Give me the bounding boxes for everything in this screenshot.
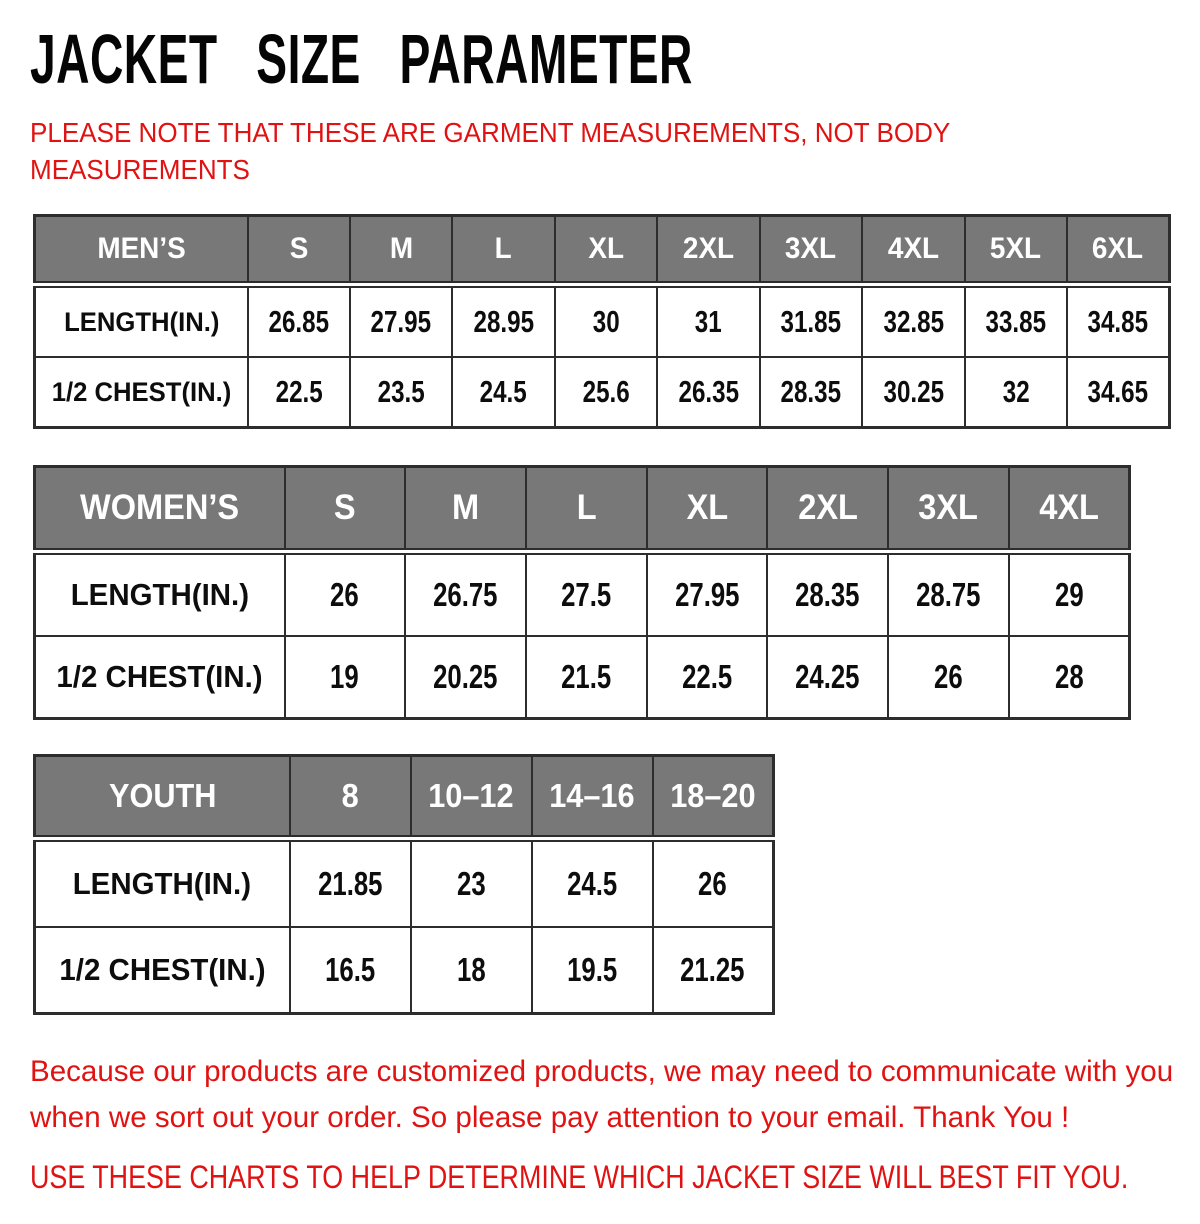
value: 28.75 [916, 576, 981, 613]
value: 21.5 [561, 658, 612, 695]
value-cell [653, 927, 774, 1014]
mens-size-table [33, 214, 1171, 429]
value: 30.25 [883, 374, 944, 409]
header-label: 8 [341, 777, 359, 814]
header-label: 4XL [1038, 488, 1099, 527]
size-header-cell [647, 467, 768, 552]
size-header-cell [1067, 216, 1170, 285]
size-header-cell [452, 216, 554, 285]
value-cell [555, 357, 657, 428]
row-label-cell [35, 357, 248, 428]
header-label: 2XL [682, 232, 735, 265]
value-cell [411, 927, 532, 1014]
size-header-cell [290, 756, 411, 839]
header-label: XL [588, 232, 624, 265]
value: 26 [698, 865, 728, 902]
value-cell [285, 552, 406, 637]
customization-notice-line-1: Because our products are customized products, we may need to communicate with you [30, 1055, 1174, 1088]
table-row [35, 552, 1130, 637]
value-cell [767, 552, 888, 637]
header-label: 10–12 [428, 777, 514, 814]
garment-measurement-note [30, 114, 1200, 188]
header-label: 14–16 [549, 777, 635, 814]
value: 21.85 [317, 865, 383, 902]
table-row [35, 839, 774, 928]
header-label: 4XL [887, 232, 939, 265]
size-header-cell [965, 216, 1067, 285]
header-label: S [333, 488, 356, 527]
table-title-cell [35, 467, 285, 552]
value-cell [862, 285, 964, 358]
value: 26.85 [268, 304, 329, 339]
note-line-2: MEASUREMENTS [30, 154, 250, 185]
value-cell [647, 636, 768, 719]
value: 29 [1054, 576, 1084, 613]
size-header-cell [532, 756, 653, 839]
value: 23.5 [377, 374, 425, 409]
value: 31 [695, 304, 722, 339]
header-label: M [389, 232, 413, 265]
value: 16.5 [324, 951, 376, 988]
size-header-cell [862, 216, 964, 285]
value: 24.25 [795, 658, 860, 695]
value: 28.95 [473, 304, 534, 339]
value-cell [760, 285, 862, 358]
value: 27.95 [370, 304, 432, 339]
value-cell [760, 357, 862, 428]
value: 32.85 [883, 304, 944, 339]
value-cell [1067, 285, 1170, 358]
value-cell [452, 357, 554, 428]
value: 31.85 [780, 304, 842, 339]
table-title-cell [35, 216, 248, 285]
header-label: YOUTH [108, 777, 216, 814]
size-header-cell [555, 216, 657, 285]
value: 32 [1002, 374, 1030, 409]
header-label: 3XL [918, 488, 979, 527]
value-cell [532, 927, 653, 1014]
value-cell [248, 285, 350, 358]
page-title: JACKET SIZE PARAMETER [30, 20, 693, 98]
value-cell [248, 357, 350, 428]
value-cell [657, 285, 759, 358]
size-header-cell [411, 756, 532, 839]
value-cell [350, 285, 452, 358]
size-header-cell [653, 756, 774, 839]
value: 26 [934, 658, 963, 695]
youth-size-table [33, 754, 775, 1015]
table-row [35, 285, 1170, 358]
size-header-cell [657, 216, 759, 285]
value-cell [405, 552, 526, 637]
chart-usage-note: USE THESE CHARTS TO HELP DETERMINE WHICH JACKET SIZE WILL BEST FIT YOU. [30, 1159, 1129, 1195]
value: 25.6 [582, 374, 630, 409]
value: 27.95 [674, 576, 740, 613]
customization-notice [30, 1049, 1200, 1141]
table-row [35, 636, 1130, 719]
row-label-cell [35, 839, 290, 928]
row-label: 1/2 CHEST(IN.) [51, 376, 232, 407]
row-label-cell [35, 636, 285, 719]
value: 34.65 [1087, 374, 1149, 409]
value: 28.35 [780, 374, 842, 409]
row-label-cell [35, 552, 285, 637]
size-header-cell [888, 467, 1009, 552]
header-label: L [576, 488, 597, 527]
value-cell [653, 839, 774, 928]
value: 22.5 [681, 658, 733, 695]
table-row [35, 357, 1170, 428]
header-label: 2XL [797, 488, 858, 527]
size-header-cell [767, 467, 888, 552]
value-cell [532, 839, 653, 928]
size-header-cell [1009, 467, 1130, 552]
size-header-cell [248, 216, 350, 285]
value: 28.35 [795, 576, 860, 613]
value-cell [555, 285, 657, 358]
header-label: M [451, 488, 480, 527]
row-label: 1/2 CHEST(IN.) [56, 659, 263, 694]
value-cell [411, 839, 532, 928]
value: 24.5 [480, 374, 528, 409]
header-label: XL [686, 488, 728, 527]
value: 34.85 [1087, 304, 1149, 339]
size-header-cell [285, 467, 406, 552]
header-label: L [495, 232, 513, 265]
value-cell [1067, 357, 1170, 428]
header-row [35, 216, 1170, 285]
value: 22.5 [275, 374, 323, 409]
value: 30 [592, 304, 620, 339]
header-row [35, 467, 1130, 552]
value: 20.25 [433, 658, 498, 695]
customization-notice-line-2: when we sort out your order. So please pay attention to your email. Thank You ! [30, 1101, 1070, 1134]
value-cell [862, 357, 964, 428]
value-cell [1009, 552, 1130, 637]
value-cell [965, 357, 1067, 428]
value-cell [452, 285, 554, 358]
table-row [35, 927, 774, 1014]
value: 26.75 [433, 576, 498, 613]
header-label: WOMEN’S [80, 488, 240, 527]
table-title-cell [35, 756, 290, 839]
value-cell [888, 636, 1009, 719]
note-line-1: PLEASE NOTE THAT THESE ARE GARMENT MEASUREMENTS, NOT BODY [30, 117, 951, 148]
value-cell [965, 285, 1067, 358]
value-cell [767, 636, 888, 719]
value-cell [290, 839, 411, 928]
row-label: LENGTH(IN.) [63, 306, 219, 337]
value: 23 [456, 865, 486, 902]
size-header-cell [760, 216, 862, 285]
value: 21.25 [680, 951, 745, 988]
row-label: LENGTH(IN.) [70, 577, 249, 612]
size-header-cell [405, 467, 526, 552]
header-label: MEN’S [97, 232, 186, 265]
size-header-cell [526, 467, 647, 552]
header-label: S [289, 232, 309, 265]
header-label: 5XL [990, 232, 1042, 265]
value: 19.5 [566, 951, 618, 988]
value-cell [1009, 636, 1130, 719]
header-row [35, 756, 774, 839]
row-label-cell [35, 927, 290, 1014]
value: 26.35 [678, 374, 739, 409]
header-label: 3XL [785, 232, 837, 265]
value-cell [526, 552, 647, 637]
value-cell [350, 357, 452, 428]
value-cell [290, 927, 411, 1014]
value-cell [657, 357, 759, 428]
value: 27.5 [561, 576, 612, 613]
row-label: LENGTH(IN.) [73, 866, 252, 901]
header-label: 6XL [1092, 232, 1144, 265]
row-label: 1/2 CHEST(IN.) [59, 952, 266, 987]
value-cell [405, 636, 526, 719]
value: 18 [456, 951, 486, 988]
value: 33.85 [985, 304, 1047, 339]
value: 19 [330, 658, 360, 695]
value: 28 [1054, 658, 1084, 695]
header-label: 18–20 [670, 777, 756, 814]
womens-size-table [33, 465, 1131, 720]
value: 24.5 [566, 865, 618, 902]
value-cell [285, 636, 406, 719]
size-header-cell [350, 216, 452, 285]
value-cell [647, 552, 768, 637]
value-cell [526, 636, 647, 719]
row-label-cell [35, 285, 248, 358]
value-cell [888, 552, 1009, 637]
value: 26 [330, 576, 360, 613]
